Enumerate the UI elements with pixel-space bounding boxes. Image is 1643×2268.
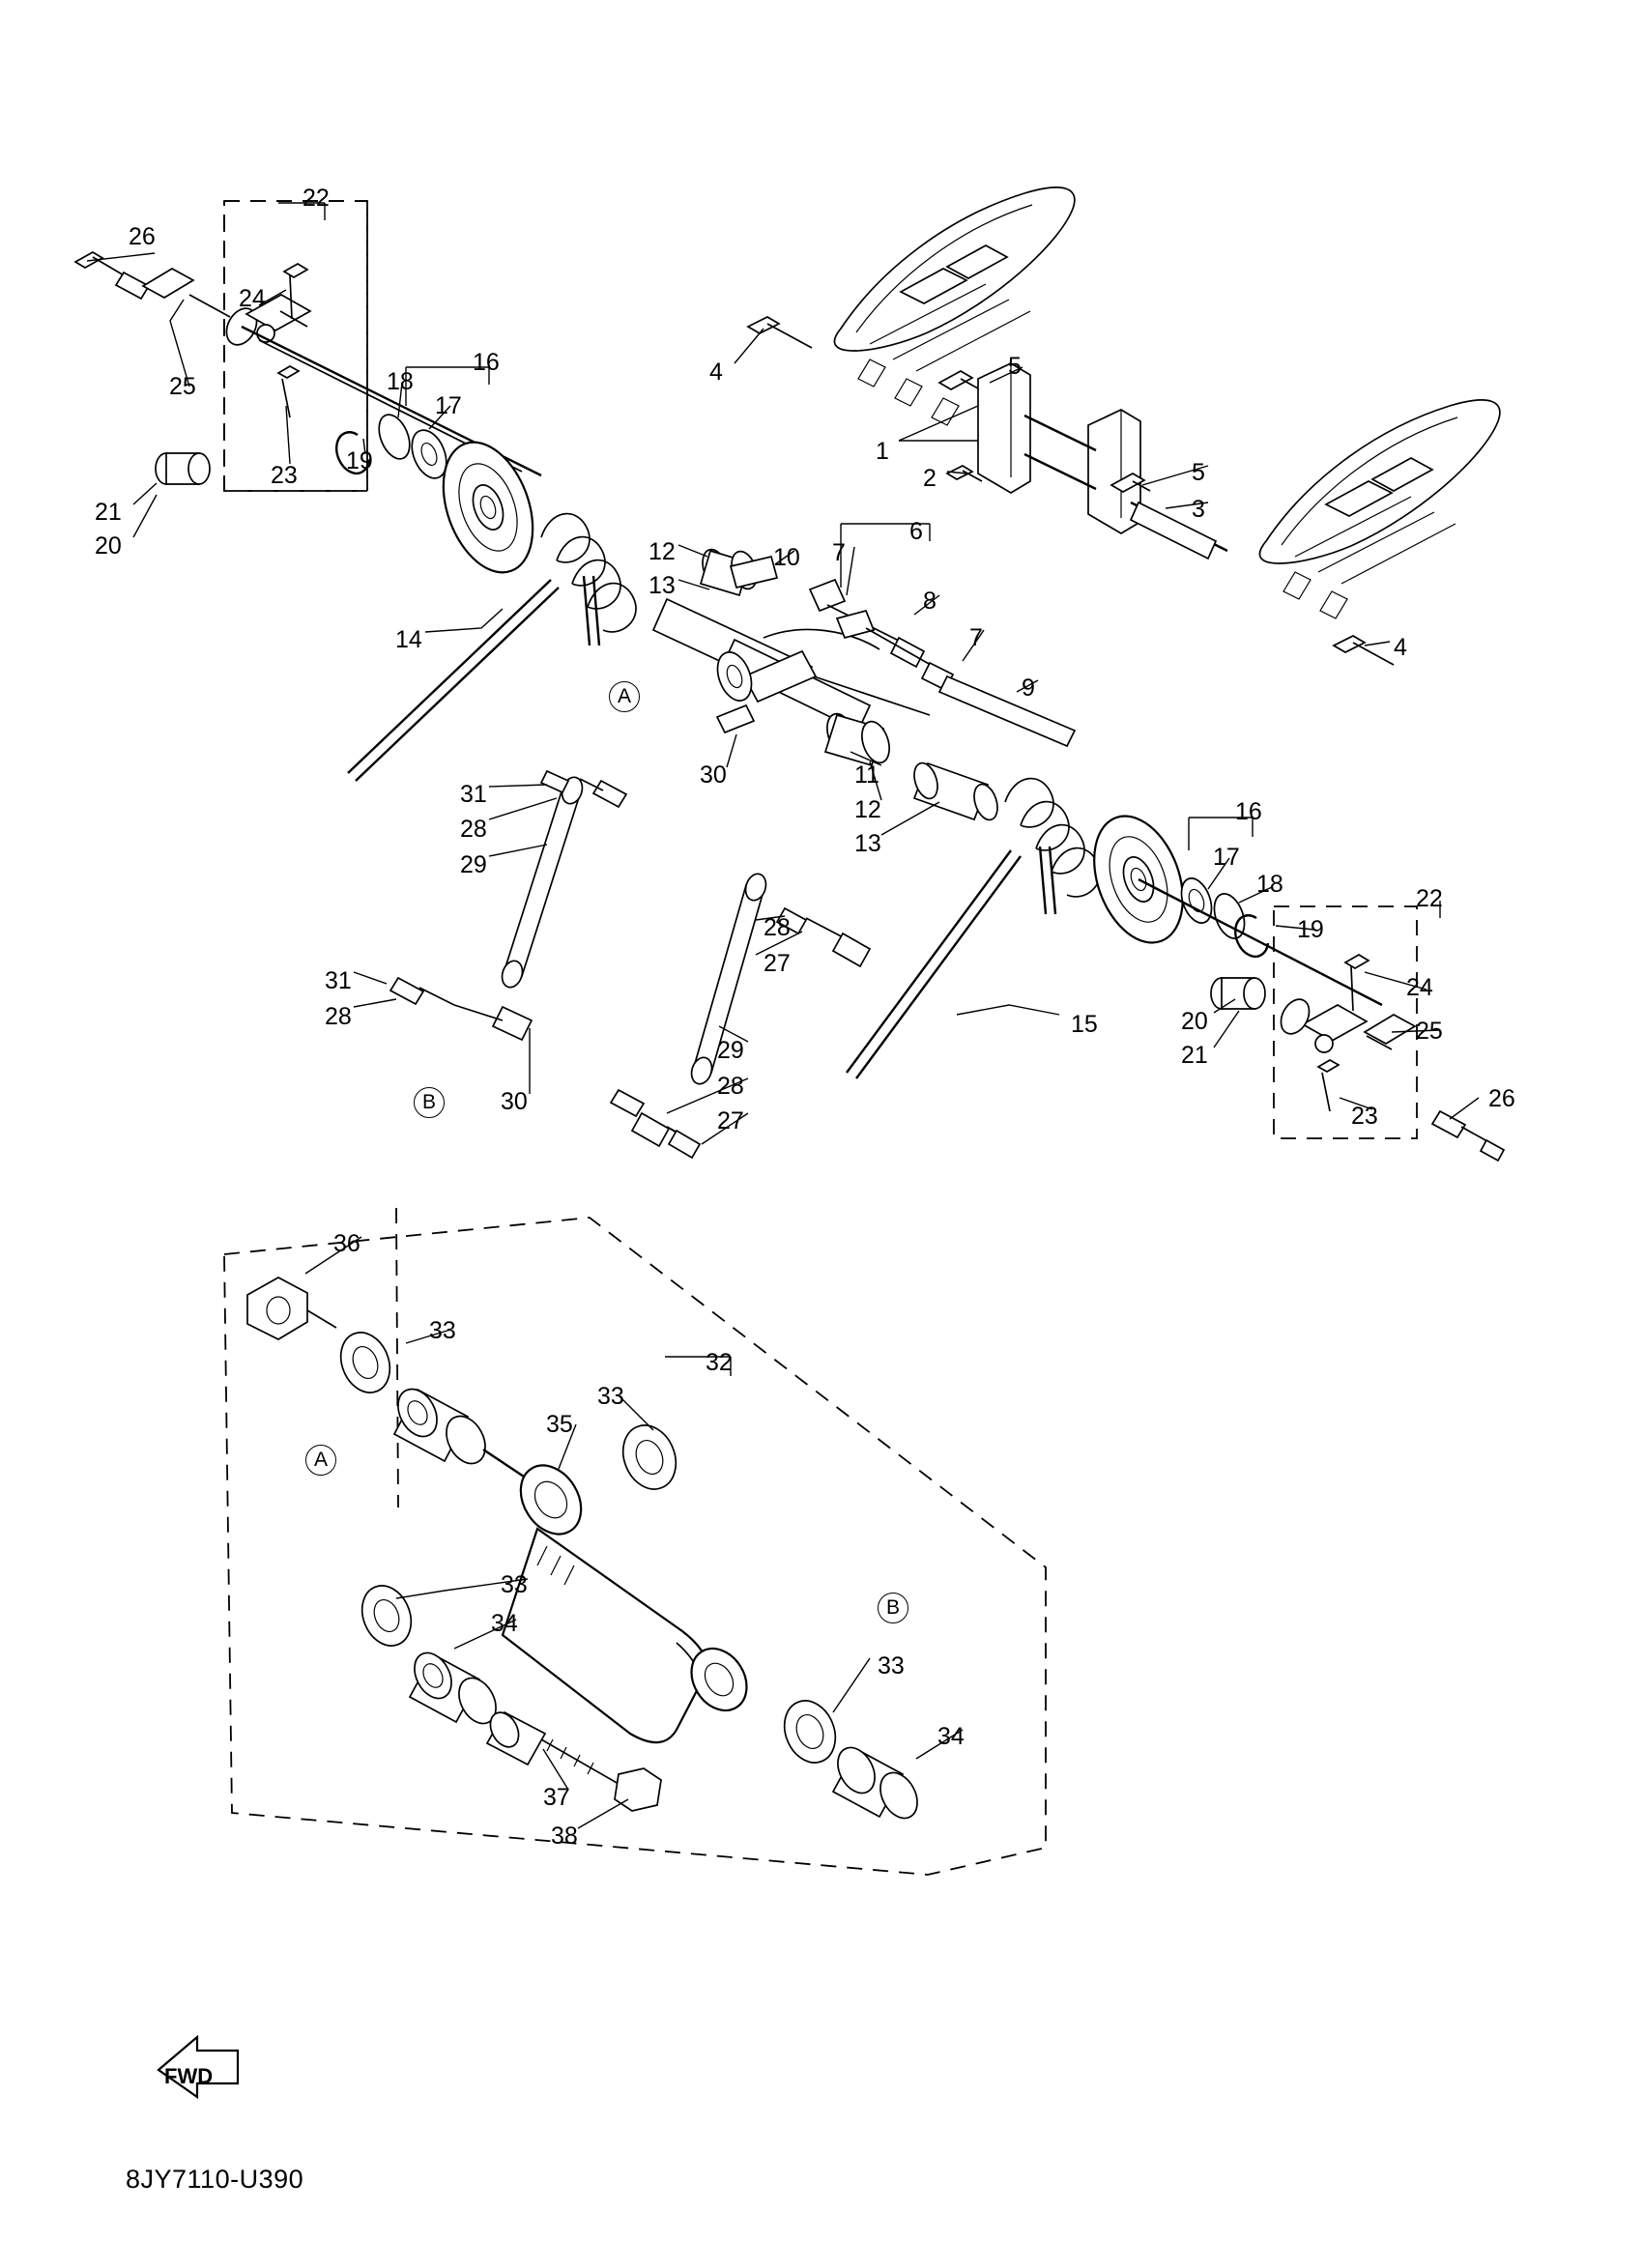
section-marker: A bbox=[305, 1445, 336, 1476]
callout-number: 13 bbox=[854, 830, 881, 857]
callout-number: 18 bbox=[387, 368, 414, 395]
callout-number: 31 bbox=[460, 781, 487, 808]
callout-number: 17 bbox=[1213, 844, 1240, 871]
part-36-nut bbox=[247, 1278, 336, 1339]
callout-number: 17 bbox=[435, 392, 462, 419]
callout-number: 1 bbox=[876, 438, 889, 465]
callout-number: 29 bbox=[460, 851, 487, 878]
callout-number: 20 bbox=[95, 532, 122, 560]
callout-number: 28 bbox=[764, 914, 791, 941]
callout-number: 20 bbox=[1181, 1008, 1208, 1035]
callout-number: 25 bbox=[169, 373, 196, 400]
part-25-left bbox=[143, 269, 310, 350]
callout-number: 24 bbox=[1406, 974, 1433, 1001]
part-1-2-bracket bbox=[978, 363, 1227, 559]
callout-number: 16 bbox=[1235, 798, 1262, 825]
callout-number: 24 bbox=[239, 285, 266, 312]
callout-number: 4 bbox=[709, 359, 723, 386]
callout-number: 12 bbox=[854, 796, 881, 823]
callout-number: 2 bbox=[923, 465, 937, 492]
link-rod-upper bbox=[390, 771, 626, 1040]
part-9-rod bbox=[939, 676, 1075, 746]
callout-number: 13 bbox=[649, 572, 676, 599]
callout-number: 27 bbox=[764, 950, 791, 977]
callout-number: 6 bbox=[909, 518, 923, 545]
callout-number: 16 bbox=[473, 349, 500, 376]
callout-number: 3 bbox=[1192, 496, 1205, 523]
callout-number: 23 bbox=[271, 462, 298, 489]
callout-number: 28 bbox=[325, 1003, 352, 1030]
part-33-washer-c bbox=[354, 1578, 419, 1652]
callout-number: 27 bbox=[717, 1107, 744, 1134]
callout-number: 28 bbox=[460, 816, 487, 843]
callout-number: 25 bbox=[1416, 1018, 1443, 1045]
callout-number: 5 bbox=[1008, 353, 1022, 380]
callout-number: 9 bbox=[1022, 675, 1035, 702]
callout-number: 26 bbox=[1488, 1085, 1515, 1112]
callout-number: 28 bbox=[717, 1073, 744, 1100]
part-15-spring bbox=[847, 779, 1100, 1078]
part-26-left bbox=[75, 252, 149, 299]
callout-number: 35 bbox=[546, 1411, 573, 1438]
callout-number: 15 bbox=[1071, 1011, 1098, 1038]
callout-number: 31 bbox=[325, 967, 352, 994]
callout-number: 5 bbox=[1192, 459, 1205, 486]
callout-number: 7 bbox=[969, 624, 983, 651]
diagram-code: 8JY7110-U390 bbox=[126, 2165, 304, 2194]
part-34-sleeve-b bbox=[407, 1647, 503, 1730]
part-33-washer-b bbox=[614, 1418, 685, 1498]
callout-number: 34 bbox=[491, 1610, 518, 1637]
callout-number: 29 bbox=[717, 1037, 744, 1064]
callout-number: 30 bbox=[501, 1088, 528, 1115]
callout-number: 37 bbox=[543, 1784, 570, 1811]
callout-number: 33 bbox=[878, 1652, 905, 1679]
callout-number: 21 bbox=[95, 499, 122, 526]
callout-number: 19 bbox=[1297, 916, 1324, 943]
part-23-right bbox=[1318, 1060, 1339, 1111]
part-20-21-right bbox=[1211, 978, 1265, 1009]
track-rail-lower bbox=[1259, 400, 1499, 618]
callout-number: 38 bbox=[551, 1823, 578, 1850]
part-4-bolts bbox=[748, 317, 1394, 665]
fwd-marker bbox=[145, 2039, 251, 2116]
part-34-collar bbox=[830, 1741, 924, 1824]
part-20-21-left bbox=[156, 453, 210, 484]
callout-number: 4 bbox=[1394, 634, 1407, 661]
callout-number: 12 bbox=[649, 538, 676, 565]
section-marker: B bbox=[878, 1593, 908, 1623]
callout-number: 33 bbox=[501, 1571, 528, 1598]
callout-number: 22 bbox=[303, 185, 330, 212]
part-24-right bbox=[1345, 955, 1369, 1011]
callout-number: 33 bbox=[597, 1383, 624, 1410]
section-marker: B bbox=[414, 1087, 445, 1118]
track-rail-upper bbox=[834, 187, 1074, 425]
callout-number: 18 bbox=[1256, 871, 1283, 898]
callout-number: 23 bbox=[1351, 1103, 1378, 1130]
callout-number: 19 bbox=[346, 447, 373, 474]
callout-number: 7 bbox=[832, 539, 846, 566]
callout-number: 11 bbox=[854, 761, 879, 789]
part-11-12-13 bbox=[822, 710, 1001, 822]
callout-number: 8 bbox=[923, 588, 937, 615]
callout-number: 22 bbox=[1416, 885, 1443, 912]
part-23-left bbox=[278, 366, 299, 417]
part-26-right bbox=[1432, 1111, 1504, 1161]
callout-number: 30 bbox=[700, 761, 727, 789]
callout-number: 33 bbox=[429, 1317, 456, 1344]
main-pivot-assembly bbox=[653, 599, 930, 732]
part-33-washer-a bbox=[332, 1325, 398, 1399]
callout-number: 26 bbox=[129, 223, 156, 250]
part-34-sleeve-a bbox=[390, 1383, 493, 1471]
part-33-washer-d bbox=[775, 1693, 844, 1770]
fwd-label: FWD bbox=[164, 2064, 214, 2088]
callout-number: 10 bbox=[773, 544, 800, 571]
callout-number: 34 bbox=[937, 1723, 965, 1750]
part-25-right bbox=[1276, 994, 1415, 1052]
callout-number: 14 bbox=[395, 626, 422, 653]
section-marker: A bbox=[609, 681, 640, 712]
callout-number: 36 bbox=[333, 1230, 360, 1257]
callout-number: 32 bbox=[706, 1349, 733, 1376]
callout-number: 21 bbox=[1181, 1042, 1208, 1069]
